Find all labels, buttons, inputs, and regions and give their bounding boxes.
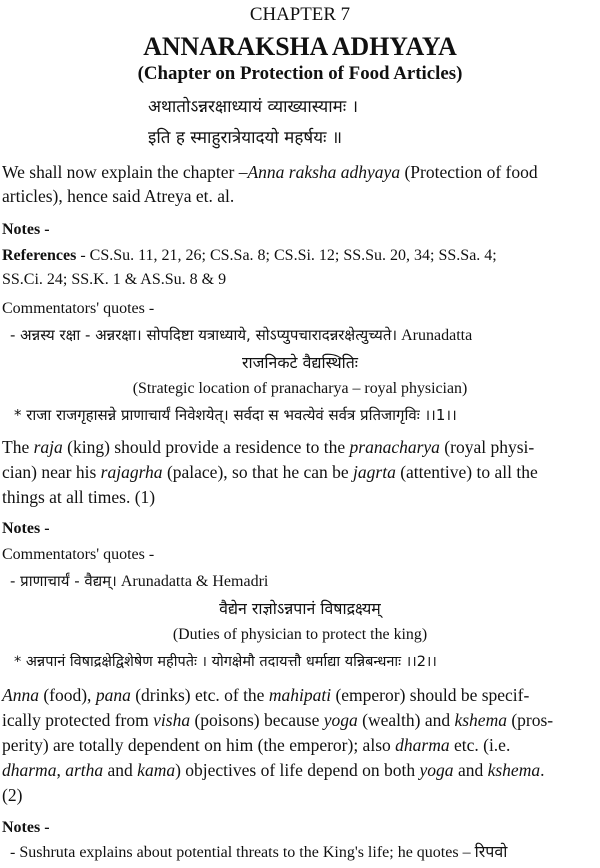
chapter-label: CHAPTER 7	[249, 4, 351, 25]
term-italic: pranacharya	[349, 437, 440, 457]
para-text: (poisons) because	[190, 710, 324, 730]
intro-text: We shall now explain the chapter –	[2, 162, 248, 182]
para-text: and	[103, 760, 138, 780]
section-2-para-line-1	[2, 687, 529, 705]
para-text: ically protected from	[2, 710, 154, 730]
section-2-verse: * अन्नपानं विषाद्रक्षेद्विशेषेण महीपतेः । योगक्षेमौ तदायत्तौ धर्माद्या यन्निबन्धनाः ।।2।।	[14, 654, 437, 670]
opening-verse-line-1: अथातोऽन्नरक्षाध्यायं व्याख्यास्यामः ।	[148, 97, 359, 117]
para-text: (royal physi-	[439, 437, 535, 457]
intro-line-2: articles), hence said Atreya et. al.	[2, 186, 235, 206]
term-italic: mahipati	[268, 685, 332, 705]
chapter-subtitle: (Chapter on Protection of Food Articles)	[137, 63, 463, 84]
notes-heading: Notes -	[2, 819, 50, 836]
term-italic: jagrta	[353, 462, 396, 482]
para-text: (emperor) should be specif-	[331, 685, 530, 705]
term-italic: dharma	[395, 735, 450, 755]
sanskrit-quote: - प्राणाचार्यं - वैद्यम्।	[10, 572, 117, 590]
section-2-para-line-4	[2, 762, 544, 780]
term-italic: raja	[33, 437, 63, 457]
para-text: ,	[56, 760, 66, 780]
quote-author: Arunadatta	[397, 327, 473, 344]
term-italic: yoga	[419, 760, 454, 780]
para-text: etc. (i.e.	[449, 735, 511, 755]
references-line-1	[2, 248, 497, 264]
para-text: The	[2, 437, 34, 457]
term-italic: kshema	[454, 710, 507, 730]
notes-line-sushruta: - Sushruta explains about potential threats to the King's life; he quotes – रिपवो	[10, 844, 508, 861]
para-text: (palace), so that he can be	[162, 462, 354, 482]
section-2-english-title: (Duties of physician to protect the king)	[172, 626, 428, 643]
para-text: (king) should provide a residence to the	[62, 437, 350, 457]
para-text: .	[540, 760, 545, 780]
section-1-english-title: (Strategic location of pranacharya – royal physician)	[132, 380, 468, 397]
para-text: perity) are totally dependent on him (the emperor); also	[2, 735, 396, 755]
notes-heading: Notes -	[2, 520, 50, 537]
term-italic: visha	[153, 710, 191, 730]
section-2-para-line-5: (2)	[2, 785, 23, 805]
term-italic: pana	[95, 685, 131, 705]
chapter-title: ANNARAKSHA ADHYAYA	[143, 32, 457, 61]
sanskrit-quote: - अन्नस्य रक्षा - अन्नरक्षा। सोपदिष्टा यत्राध्याये, सोऽप्युपचारादन्नरक्षेत्युच्यते।	[10, 326, 398, 344]
section-1-para-line-1	[2, 439, 534, 457]
references-line-2: SS.Ci. 24; SS.K. 1 & AS.Su. 8 & 9	[2, 271, 227, 288]
term-italic: artha	[65, 760, 104, 780]
para-text: and	[453, 760, 488, 780]
opening-verse-line-2: इति ह स्माहुरात्रेयादयो महर्षयः ॥	[148, 128, 343, 148]
para-text: cian) near his	[2, 462, 101, 482]
para-text: (pros-	[506, 710, 554, 730]
para-text: (wealth) and	[357, 710, 455, 730]
intro-text: (Protection of food	[400, 162, 538, 182]
references-text: - CS.Su. 11, 21, 26; CS.Sa. 8; CS.Si. 12; SS.Su. 20, 34; SS.Sa. 4;	[76, 247, 497, 264]
para-text: ) objectives of life depend on both	[175, 760, 420, 780]
term-italic: Anna	[2, 685, 39, 705]
para-text: (attentive) to all the	[395, 462, 538, 482]
term-italic: rajagrha	[100, 462, 163, 482]
section-2-sanskrit-title: वैद्येन राज्ञोऽन्नपानं विषाद्रक्ष्यम्	[219, 599, 381, 618]
section-1-verse: * राजा राजगृहासन्ने प्राणाचार्यं निवेशयेत्। सर्वदा स भवत्येवं सर्वत्र प्रतिजागृविः ।।1।।	[14, 406, 457, 424]
chapter-name-italic: Anna raksha adhyaya	[247, 162, 401, 182]
commentators-quotes-heading: Commentators' quotes -	[2, 546, 155, 563]
term-italic: kshema	[487, 760, 541, 780]
commentator-quote-2	[10, 574, 268, 590]
commentators-quotes-heading: Commentators' quotes -	[2, 300, 155, 317]
term-italic: yoga	[323, 710, 358, 730]
quote-author: Arunadatta & Hemadri	[116, 573, 269, 590]
para-text: (food),	[38, 685, 96, 705]
section-2-para-line-2	[2, 712, 553, 730]
references-label: References	[2, 247, 77, 264]
commentator-quote-1	[10, 328, 472, 344]
term-italic: dharma	[2, 760, 57, 780]
section-2-para-line-3	[2, 737, 510, 755]
notes-heading: Notes -	[2, 221, 50, 238]
intro-line-1	[2, 164, 538, 182]
section-1-para-line-2	[2, 464, 538, 482]
section-1-para-line-3: things at all times. (1)	[2, 487, 156, 507]
section-1-sanskrit-title: राजनिकटे वैद्यस्थितिः	[242, 353, 358, 372]
term-italic: kama	[137, 760, 176, 780]
para-text: (drinks) etc. of the	[130, 685, 269, 705]
